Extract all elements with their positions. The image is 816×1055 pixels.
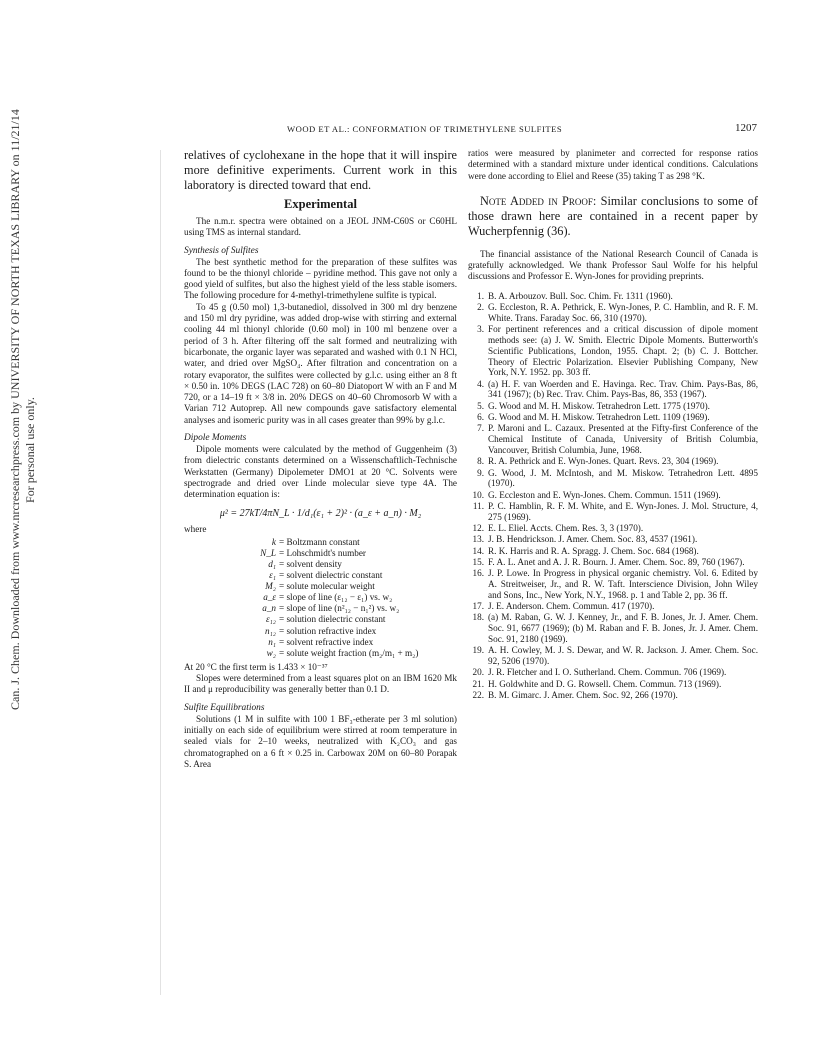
definition-text: = solvent refractive index xyxy=(279,636,374,647)
definition-symbol: a_ε xyxy=(263,592,276,603)
reference-item xyxy=(468,412,758,423)
slopes-paragraph: Slopes were determined from a least squares plot on an IBM 1620 Mk II and μ reproducibility was generally better than 0.1 D. xyxy=(184,673,457,695)
definition-row xyxy=(184,592,457,603)
reference-number: 6. xyxy=(477,412,484,423)
definition-symbol: n₁₂ xyxy=(265,625,276,636)
dipole-heading: Dipole Moments xyxy=(184,433,247,444)
reference-number: 7. xyxy=(477,423,484,434)
definition-symbol: N_L xyxy=(260,547,276,558)
running-header xyxy=(287,124,757,134)
reference-item xyxy=(468,324,758,378)
equilibration-heading: Sulfite Equilibrations xyxy=(184,702,265,713)
reference-item xyxy=(468,291,758,302)
note-text: Similar conclusions to some of those drawn here are contained in a recent paper by Wucherpfennig (36). xyxy=(468,193,758,238)
reference-item xyxy=(468,401,758,412)
reference-text: A. H. Cowley, M. J. S. Dewar, and W. R. Jackson. J. Amer. Chem. Soc. 92, 5206 (1970). xyxy=(488,645,758,667)
reference-item xyxy=(468,490,758,501)
reference-item xyxy=(468,568,758,600)
reference-text: J. B. Hendrickson. J. Amer. Chem. Soc. 83, 4537 (1961). xyxy=(488,534,698,545)
reference-text: R. K. Harris and R. A. Spragg. J. Chem. Soc. 684 (1968). xyxy=(488,545,699,556)
definition-row xyxy=(184,570,457,581)
reference-number: 9. xyxy=(477,467,484,478)
reference-item xyxy=(468,645,758,667)
reference-item xyxy=(468,523,758,534)
definition-symbol: ε₁₂ xyxy=(265,614,276,625)
reference-number: 3. xyxy=(477,324,484,335)
reference-list xyxy=(468,291,758,701)
where-label: where xyxy=(184,523,207,534)
reference-text: B. A. Arbouzov. Bull. Soc. Chim. Fr. 1311 (1960). xyxy=(488,290,673,301)
definition-row xyxy=(184,637,457,648)
reference-text: H. Goldwhite and D. G. Rowsell. Chem. Commun. 713 (1969). xyxy=(488,678,722,689)
download-notice-line2: For personal use only. xyxy=(23,397,37,503)
determination-equation: μ² = 27kT/4πN_L · 1/d₁(ε₁ + 2)² · (a_ε + a_n) · M₂ xyxy=(219,507,422,519)
download-notice-line1: Can. J. Chem. Downloaded from www.nrcresearchpress.com by UNIVERSITY OF NORTH TEXAS LIBRARY on 11/21/14 xyxy=(8,109,22,710)
reference-number: 15. xyxy=(472,556,484,567)
reference-number: 1. xyxy=(477,290,484,301)
definition-symbol: ε₁ xyxy=(269,570,276,581)
reference-item xyxy=(468,302,758,324)
reference-text: G. Wood and M. H. Miskow. Tetrahedron Lett. 1775 (1970). xyxy=(488,400,710,411)
definition-text: = Boltzmann constant xyxy=(279,536,360,547)
definition-symbol: M₂ xyxy=(265,581,276,592)
reference-text: (a) M. Raban, G. W. J. Kenney, Jr., and F. B. Jones, Jr. J. Amer. Chem. Soc. 91, 6677 (1969); (b) M. Raban and F. B. Jones, Jr. J. Amer. Chem. Soc. 91, 2180 (1969). xyxy=(488,612,758,644)
definition-symbol: a_n xyxy=(262,603,276,614)
reference-text: J. P. Lowe. In Progress in physical organic chemistry. Vol. 6. Edited by A. Streitweiser, Jr., and R. W. Taft. Interscience Division, John Wiley and Sons, Inc., New York, N.Y., 1968. p. 1 and Table 2, pp. 36 ff. xyxy=(488,568,758,600)
reference-number: 12. xyxy=(472,523,484,534)
definition-row xyxy=(184,626,457,637)
definition-text: = solution refractive index xyxy=(279,625,377,636)
reference-item xyxy=(468,534,758,545)
reference-text: J. R. Fletcher and I. O. Sutherland. Chem. Commun. 706 (1969). xyxy=(488,667,727,678)
reference-text: (a) H. F. van Woerden and E. Havinga. Rec. Trav. Chim. Pays-Bas, 86, 341 (1967); (b) Rec. Trav. Chim. Pays-Bas, 86, 353 (1967). xyxy=(488,378,758,400)
reference-text: P. Maroni and L. Cazaux. Presented at the Fifty-first Conference of the Chemical Institute of Canada, University of British Columbia, Vancouver, British Columbia, June, 1968. xyxy=(488,423,758,455)
reference-item xyxy=(468,468,758,490)
reference-text: For pertinent references and a critical discussion of dipole moment methods see: (a) J. W. Smith. Electric Dipole Moments. Butterworth's Scientific Publications, London, 1955. Chapt. 2; (b) C. J. Bottcher. Theory of Electric Polarization. Elsevier Publishing Company, New York, N.Y. 1952. pp. 303 ff. xyxy=(488,324,758,378)
dipole-paragraph: Dipole moments were calculated by the method of Guggenheim (3) from dielectric constants determined on a Wissenschaftlich-Technische Werkstatten (Germany) Dipolemeter DMO1 at 20 °C. Solvents were spectrograde and dried over Linde molecular sieve type 4A. The determination equation is: xyxy=(184,444,457,500)
reference-text: G. Wood, J. M. McIntosh, and M. Miskow. Tetrahedron Lett. 4895 (1970). xyxy=(488,467,758,489)
reference-number: 14. xyxy=(472,545,484,556)
left-column xyxy=(184,148,457,770)
definition-symbol: k xyxy=(271,536,276,547)
download-notice xyxy=(8,109,48,710)
reference-number: 2. xyxy=(477,302,484,313)
definition-text: = solute weight fraction (m₂/m₁ + m₂) xyxy=(279,647,419,658)
definition-text: = slope of line (ε₁₂ − ε₁) vs. w₂ xyxy=(279,592,393,603)
definition-symbol: w₂ xyxy=(266,647,276,658)
definition-row xyxy=(184,559,457,570)
page-number: 1207 xyxy=(735,122,757,134)
definition-text: = solute molecular weight xyxy=(279,581,375,592)
reference-number: 22. xyxy=(472,689,484,700)
reference-item xyxy=(468,690,758,701)
synthesis-paragraph-1: The best synthetic method for the preparation of these sulfites was found to be the thionyl chloride – pyridine method. This gave not only a good yield of sulfites, but also the highest yield of the less stable isomers. The following procedure for 4-methyl-trimethylene sulfite is typical. xyxy=(184,256,457,301)
note-label: Note Added in Proof: xyxy=(480,193,597,208)
reference-text: G. Wood and M. H. Miskow. Tetrahedron Lett. 1109 (1969). xyxy=(488,412,710,423)
definition-symbol: n₁ xyxy=(268,636,276,647)
reference-number: 18. xyxy=(472,612,484,623)
reference-text: E. L. Eliel. Accts. Chem. Res. 3, 3 (1970). xyxy=(488,523,644,534)
reference-item xyxy=(468,601,758,612)
definition-row xyxy=(184,548,457,559)
definition-row xyxy=(184,648,457,659)
note-added-in-proof xyxy=(468,194,758,239)
definition-text: = solvent dielectric constant xyxy=(279,570,383,581)
reference-number: 19. xyxy=(472,645,484,656)
reference-text: J. E. Anderson. Chem. Commun. 417 (1970). xyxy=(488,601,655,612)
definition-text: = slope of line (n²₁₂ − n₁²) vs. w₂ xyxy=(279,603,400,614)
nmr-paragraph: The n.m.r. spectra were obtained on a JEOL JNM-C60S or C60HL using TMS as internal standard. xyxy=(184,216,457,238)
definition-row xyxy=(184,537,457,548)
reference-number: 10. xyxy=(472,489,484,500)
reference-item xyxy=(468,557,758,568)
reference-text: B. M. Gimarc. J. Amer. Chem. Soc. 92, 266 (1970). xyxy=(488,689,678,700)
reference-number: 21. xyxy=(472,678,484,689)
reference-item xyxy=(468,679,758,690)
reference-text: G. Eccleston, R. A. Pethrick, E. Wyn-Jones, P. C. Hamblin, and R. F. M. White. Trans. Faraday Soc. 66, 310 (1970). xyxy=(488,302,758,323)
definition-symbol: d₁ xyxy=(268,559,276,570)
continuation-paragraph: ratios were measured by planimeter and corrected for response ratios determined with a standard mixture under identical conditions. Calculations were done according to Eliel and Reese (35) taking T as 298 °K. xyxy=(468,148,758,181)
equilibration-paragraph: Solutions (1 M in sulfite with 100 1 BF₃-etherate per 3 ml solution) initially on each side of equilibrium were stirred at room temperature in sealed vials for 2–10 weeks, neutralized with K₂CO₃ and gas chromatographed on a 6 ft × 0.25 in. Carbowax 20M on 60–80 Porapak S. Area xyxy=(184,713,457,769)
running-title: WOOD ET AL.: CONFORMATION OF TRIMETHYLENE SULFITES xyxy=(287,124,563,134)
reference-number: 4. xyxy=(477,378,484,389)
scan-edge-line xyxy=(160,150,161,995)
reference-number: 20. xyxy=(472,667,484,678)
reference-item xyxy=(468,379,758,401)
synthesis-heading: Synthesis of Sulfites xyxy=(184,245,259,256)
reference-number: 17. xyxy=(472,601,484,612)
reference-item xyxy=(468,456,758,467)
intro-paragraph: relatives of cyclohexane in the hope that it will inspire more definitive experiments. Current work in this laboratory is directed toward that end. xyxy=(184,148,457,192)
first-term-line: At 20 °C the first term is 1.433 × 10⁻³⁷ xyxy=(184,661,328,672)
definition-row xyxy=(184,581,457,592)
definition-text: = solution dielectric constant xyxy=(279,614,386,625)
reference-item xyxy=(468,501,758,523)
definition-row xyxy=(184,614,457,625)
reference-number: 8. xyxy=(477,456,484,467)
reference-number: 16. xyxy=(472,568,484,579)
reference-text: G. Eccleston and E. Wyn-Jones. Chem. Commun. 1511 (1969). xyxy=(488,489,721,500)
reference-item xyxy=(468,546,758,557)
definition-row xyxy=(184,603,457,614)
reference-item xyxy=(468,423,758,455)
acknowledgement: The financial assistance of the National Research Council of Canada is gratefully acknowledged. We thank Professor Saul Wolfe for his helpful discussions and Professor E. Wyn-Jones for providing preprints. xyxy=(468,248,758,282)
reference-item xyxy=(468,667,758,678)
symbol-definitions xyxy=(184,537,457,659)
reference-text: F. A. L. Anet and A. J. R. Bourn. J. Amer. Chem. Soc. 89, 760 (1967). xyxy=(488,556,745,567)
reference-text: P. C. Hamblin, R. F. M. White, and E. Wyn-Jones. J. Mol. Structure, 4, 275 (1969). xyxy=(488,500,758,522)
experimental-heading: Experimental xyxy=(284,197,357,211)
reference-number: 11. xyxy=(472,500,484,511)
reference-number: 5. xyxy=(477,400,484,411)
definition-text: = solvent density xyxy=(279,559,342,570)
reference-text: R. A. Pethrick and E. Wyn-Jones. Quart. Revs. 23, 304 (1969). xyxy=(488,456,719,467)
reference-item xyxy=(468,612,758,644)
definition-text: = Lohschmidt's number xyxy=(279,547,366,558)
reference-number: 13. xyxy=(472,534,484,545)
right-column xyxy=(468,148,758,701)
synthesis-paragraph-2: To 45 g (0.50 mol) 1,3-butanediol, dissolved in 300 ml dry benzene and 150 ml dry pyridine, was added drop-wise with stirring and external cooling 44 ml thionyl chloride (0.60 mol) in 100 ml benzene over a period of 3 h. After filtering off the salt formed and neutralizing with bicarbonate, the organic layer was separated and washed with 0.1 N HCl, water, and dried over MgSO₄. After filtration and concentration on a rotary evaporator, the sulfites were collected by g.l.c. using either an 8 ft × 0.50 in. 10% DEGS (LAC 728) on 60–80 Diatoport W with an F and M 720, or a 14–19 ft × 3/8 in. 20% DEGS on 40–60 Chromosorb W with a Varian 712 Autoprep. All new compounds gave satisfactory elemental analyses and isomeric purity was in all cases greater than 99% by g.l.c. xyxy=(184,301,457,425)
